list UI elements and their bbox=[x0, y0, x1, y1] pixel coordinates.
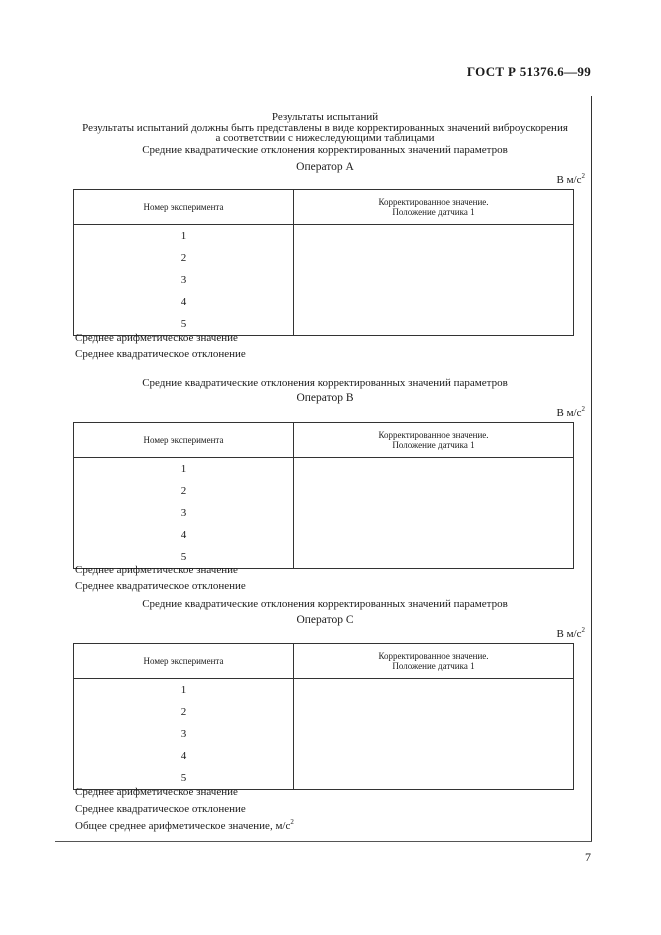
experiment-number: 2 bbox=[180, 485, 187, 497]
experiment-number: 2 bbox=[180, 706, 187, 718]
header-line: Положение датчика 1 bbox=[392, 440, 475, 450]
document-code: ГОСТ Р 51376.6—99 bbox=[466, 64, 591, 79]
table-header-row bbox=[74, 190, 574, 225]
experiment-number: 1 bbox=[180, 463, 187, 475]
overall-mean bbox=[75, 820, 294, 832]
experiment-number: 1 bbox=[180, 684, 187, 696]
experiment-number-cell bbox=[74, 679, 294, 790]
results-title: Результаты испытаний bbox=[271, 111, 379, 123]
table-body-row bbox=[74, 225, 574, 336]
unit-text: В м/с bbox=[556, 174, 582, 186]
header-line: Положение датчика 1 bbox=[392, 207, 475, 217]
section-c-heading: Средние квадратические отклонения корректированных значений параметров bbox=[142, 598, 508, 610]
experiment-number: 3 bbox=[180, 507, 187, 519]
experiment-number-cell bbox=[74, 225, 294, 336]
experiment-number: 1 bbox=[180, 230, 187, 242]
section-a-mean: Среднее арифметическое значение bbox=[75, 332, 238, 344]
table-header-row bbox=[74, 644, 574, 679]
corrected-value-cell bbox=[294, 458, 574, 569]
results-table-a bbox=[73, 189, 574, 336]
table-body-row bbox=[74, 458, 574, 569]
experiment-number: 5 bbox=[180, 318, 187, 330]
overall-unit-exponent: 2 bbox=[290, 818, 294, 826]
intro-line-2: а соответствии с нижеследующими таблицами bbox=[215, 132, 435, 144]
header-corrected-value bbox=[294, 423, 574, 458]
results-table-b bbox=[73, 422, 574, 569]
experiment-number: 4 bbox=[180, 296, 187, 308]
header-experiment-number: Номер эксперимента bbox=[74, 644, 294, 679]
experiment-number: 5 bbox=[180, 551, 187, 563]
corrected-value-cell bbox=[294, 679, 574, 790]
section-c-unit bbox=[500, 628, 585, 640]
table-body-row bbox=[74, 679, 574, 790]
experiment-number-list bbox=[74, 458, 293, 568]
header-corrected-value bbox=[294, 190, 574, 225]
experiment-number: 5 bbox=[180, 772, 187, 784]
experiment-number: 3 bbox=[180, 728, 187, 740]
section-a-unit bbox=[500, 174, 585, 186]
corrected-value-cell bbox=[294, 225, 574, 336]
frame-right-line bbox=[591, 96, 592, 841]
section-c-operator: Оператор С bbox=[296, 614, 354, 626]
experiment-number: 2 bbox=[180, 252, 187, 264]
frame-bottom-line bbox=[55, 841, 592, 842]
header-line: Корректированное значение. bbox=[378, 430, 489, 440]
section-b-unit bbox=[500, 407, 585, 419]
experiment-number-cell bbox=[74, 458, 294, 569]
intro-line-1: Результаты испытаний должны быть представлены в виде корректированных значений виброускорения bbox=[82, 122, 568, 134]
experiment-number: 3 bbox=[180, 274, 187, 286]
section-b-std: Среднее квадратическое отклонение bbox=[75, 580, 246, 592]
unit-exponent: 2 bbox=[581, 172, 585, 180]
section-a-heading: Средние квадратические отклонения корректированных значений параметров bbox=[142, 144, 508, 156]
experiment-number-list bbox=[74, 225, 293, 335]
overall-mean-label: Общее среднее арифметическое значение, м/с bbox=[75, 820, 291, 832]
table-header-row bbox=[74, 423, 574, 458]
section-a-operator: Оператор А bbox=[296, 161, 354, 173]
unit-text: В м/с bbox=[556, 628, 582, 640]
experiment-number: 4 bbox=[180, 750, 187, 762]
experiment-number-list bbox=[74, 679, 293, 789]
unit-exponent: 2 bbox=[581, 405, 585, 413]
header-line: Корректированное значение. bbox=[378, 651, 489, 661]
header-experiment-number: Номер эксперимента bbox=[74, 423, 294, 458]
section-b-heading: Средние квадратические отклонения корректированных значений параметров bbox=[142, 377, 508, 389]
header-line: Положение датчика 1 bbox=[392, 661, 475, 671]
unit-text: В м/с bbox=[556, 407, 582, 419]
page-number: 7 bbox=[585, 850, 591, 864]
unit-exponent: 2 bbox=[581, 626, 585, 634]
experiment-number: 4 bbox=[180, 529, 187, 541]
section-c-mean: Среднее арифметическое значение bbox=[75, 786, 238, 798]
section-a-std: Среднее квадратическое отклонение bbox=[75, 348, 246, 360]
header-corrected-value bbox=[294, 644, 574, 679]
section-b-mean: Среднее арифметическое значение bbox=[75, 564, 238, 576]
header-experiment-number: Номер эксперимента bbox=[74, 190, 294, 225]
header-line: Корректированное значение. bbox=[378, 197, 489, 207]
section-c-std: Среднее квадратическое отклонение bbox=[75, 803, 246, 815]
section-b-operator: Оператор В bbox=[296, 392, 354, 404]
results-table-c bbox=[73, 643, 574, 790]
